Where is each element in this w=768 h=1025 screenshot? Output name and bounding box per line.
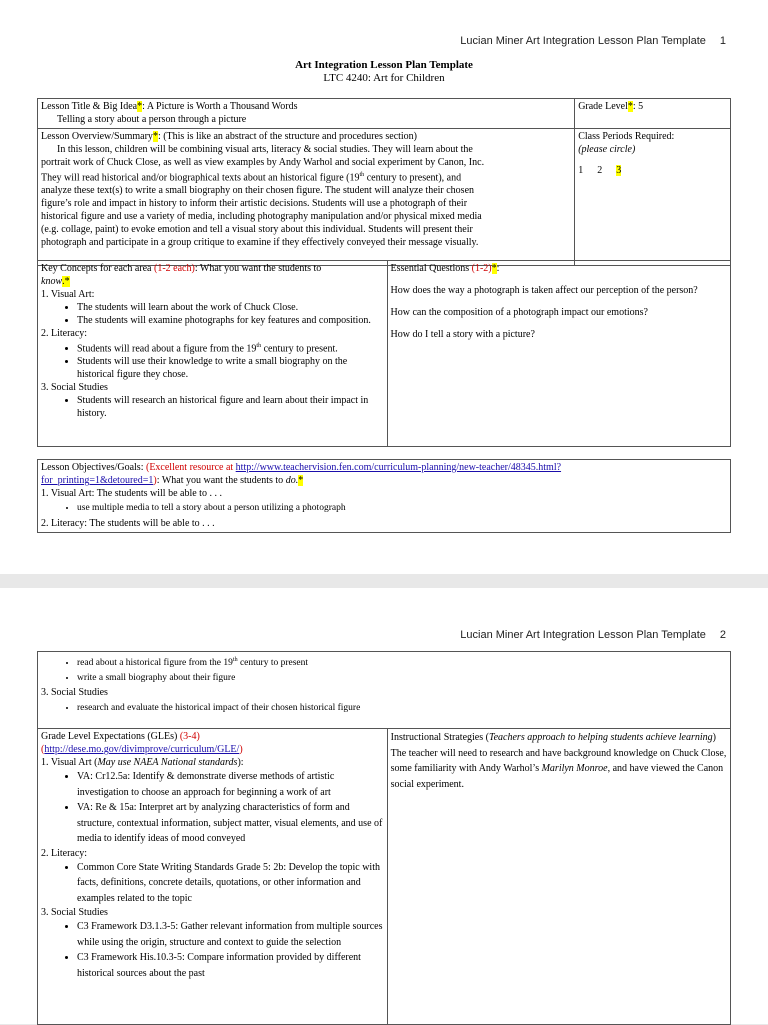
objectives-desc: : What you want the students to [156,475,286,486]
running-header [460,35,726,47]
gle-literacy-heading: 2. Literacy: [41,847,88,859]
lesson-plan-table-top [37,98,731,266]
gle-social-heading: 3. Social Studies [41,907,108,918]
gle-req: (3-4) [179,731,200,742]
list-item: • research and evaluate the historical impact of their chosen historical figure [77,699,727,718]
gle-visual-art-list [41,769,384,847]
social-studies-heading: 3. Social Studies [41,382,108,394]
gle-cell: Grade Level Expectations (GLEs) (3-4) (http://dese.mo.gov/divimprove/curriculum/GLE/) 1. Visual Art (May use NAEA National standards): • VA: Cr12.5a: Identify & demonstrate diverse methods of artistic investigation to choose an approach for beginning a work of art • VA: Re & 15a: Interpret art by analyzing characteristics of form and structure, contextual information, subject matter, visual elements, and use of media to identify ideas of mood conveyed 2. Literacy: • Common Core State Writing Standards Grade 5: 2b: Develop the topic with facts, definitions, concrete details, quotations, or other information and examples related to the topic 3. Social Studies • C3 Framework D3.1.3-5: Gather relevant information from multiple sources while using the origin, structure and context to guide the selection • C3 Framework His.10.3-5: Compare information provided by different historical sources about the past [38,729,388,1025]
objectives-do: do. [285,475,299,486]
list-item: • C3 Framework His.10.3-5: Compare information provided by different historical sources about the past [77,950,384,981]
objectives-label: Lesson Objectives/Goals: [41,462,146,473]
key-concepts-req: (1-2 each) [154,263,195,274]
objectives-cell: Lesson Objectives/Goals: (Excellent resource at http://www.teachervision.fen.com/curriculum-planning/new-teacher/48345.html? for_printing=1&detoured=1): What you want the students to do.* 1. Visual Art: The students will be able to . . . • use multiple media to tell a story about a person utilizing a photograph 2. Literacy: The students will be able to . . . [38,460,731,533]
key-concepts-know: know [41,276,63,287]
grade-level-label: Grade Level [578,101,628,112]
class-periods-label: Class Periods Required: [578,131,675,142]
class-periods-cell [575,129,731,266]
page-number: 2 [719,629,726,641]
objectives-social-heading: 3. Social Studies [41,687,108,699]
required-star: * [137,101,143,112]
running-title: Lucian Miner Art Integration Lesson Plan Template [460,629,706,641]
gle-link[interactable]: http://dese.mo.gov/divimprove/curriculum/GLE/ [44,744,240,755]
visual-art-list [41,301,384,327]
objectives-literacy-list [41,653,727,686]
overview-text: photograph and participate in a group critique to examine if they effectively conveyed their message visually. [41,237,479,249]
list-item: • Students will use their knowledge to write a small biography on the historical figure they chose. [77,355,384,381]
title-main: Art Integration Lesson Plan Template [295,59,473,71]
lesson-title-value: : A Picture is Worth a Thousand Words [142,101,298,112]
gle-label: Grade Level Expectations (GLEs) [41,731,180,742]
overview-note: : (This is like an abstract of the structure and procedures section) [157,131,418,142]
essential-questions-label: Essential Questions [390,263,472,274]
list-item: • Students will research an historical figure and learn about their impact in history. [77,394,384,420]
grade-level-value: : 5 [632,101,644,112]
instructional-cell: Instructional Strategies (Teachers approach to helping students achieve learning) The teacher will need to research and have background knowledge on Chuck Close, some familiarity with Andy Warhol’s Marilyn Monroe, and have viewed the Canon social experiment. [387,729,730,1025]
essential-questions-req: (1-2) [471,263,492,274]
class-periods-options [578,164,727,177]
document-title [0,59,768,85]
instructional-text: The teacher will need to research and have background knowledge on Chuck Close, some familiarity with Andy Warhol’s Marilyn Monroe, and have viewed the Canon social experiment. [390,747,727,790]
essential-questions-cell: Essential Questions (1-2)*: How does the way a photograph is taken affect our perception of the person? How can the composition of a photograph impact our emotions? How do I tell a story with a picture? [387,261,730,447]
gle-visual-art-heading: 1. Visual Art (May use NAEA National standards): [41,757,244,768]
required-star: * [627,101,633,112]
list-item: • Students will read about a figure from the 19th century to present. [77,340,384,355]
page-number: 1 [719,35,726,47]
essential-question: How do I tell a story with a picture? [390,329,535,340]
overview-cell [38,129,575,266]
essential-question: How does the way a photograph is taken affect our perception of the person? [390,285,698,296]
running-header [460,629,726,641]
list-item: • The students will examine photographs for key features and composition. [77,314,384,327]
objectives-literacy-heading: 2. Literacy: The students will be able to . . . [41,518,215,529]
overview-text: In this lesson, children will be combining visual arts, literacy & social studies. They will learn about the [57,144,473,155]
period-option-2[interactable]: 2 [597,165,603,176]
lesson-title-label: Lesson Title & Big Idea [41,101,138,112]
required-star: * [152,131,158,142]
resource-link-cont[interactable]: for_printing=1&detoured=1 [41,475,154,486]
required-star: .* [62,276,70,287]
overview-text: portrait work of Chuck Close, as well as view examples by Andy Warhol and social experiment by Canon, Inc. [41,157,485,168]
objectives-social-list [41,699,727,718]
lesson-title-cell [38,99,575,129]
instructional-label: Instructional Strategies ( [390,732,489,743]
overview-text: (e.g. collage, paint) to evoke emotion and tell a visual story about this individual. Students will present their [41,224,473,236]
list-item: • C3 Framework D3.1.3-5: Gather relevant information from multiple sources while using the origin, structure and context to guide the selection [77,919,384,950]
list-item: • use multiple media to tell a story about a person utilizing a photograph [77,500,727,517]
lesson-plan-table-middle [37,260,731,447]
title-sub: LTC 4240: Art for Children [323,72,445,84]
essential-question: How can the composition of a photograph impact our emotions? [390,307,648,318]
list-item: • VA: Cr12.5a: Identify & demonstrate diverse methods of artistic investigation to choose an approach for beginning a work of art [77,769,384,800]
period-option-1[interactable]: 1 [578,165,584,176]
gle-literacy-list [41,860,384,907]
gle-social-list [41,919,384,981]
running-title: Lucian Miner Art Integration Lesson Plan Template [460,35,706,47]
key-concepts-desc: : What you want the students to [194,263,322,274]
list-item: • write a small biography about their figure [77,671,727,686]
objectives-visual-art-list [41,500,727,517]
resource-prefix: (Excellent resource at [145,462,236,473]
grade-level-cell [575,99,731,129]
class-periods-hint: (please circle) [578,144,636,155]
visual-art-heading: 1. Visual Art: [41,289,95,300]
page-2 [0,588,768,1024]
gle-table [37,728,731,1025]
objectives-cell-continued [38,652,731,729]
list-item: • Common Core State Writing Standards Grade 5: 2b: Develop the topic with facts, definitions, concrete details, quotations, or other information and examples related to the topic [77,860,384,907]
list-item: • VA: Re & 15a: Interpret art by analyzing characteristics of form and structure, contextual information, subject matter, visual elements, and use of media to identify ideas of mood conveyed [77,800,384,847]
literacy-heading: 2. Literacy: [41,328,88,339]
social-studies-list [41,394,384,420]
big-idea: Telling a story about a person through a picture [57,114,247,125]
overview-text: figure’s role and impact in history to inform their artistic decisions. Students will use a photograph of their [41,198,468,210]
instructional-note: Teachers approach to helping students achieve learning [488,732,713,743]
objectives-table-continued [37,651,731,729]
list-item: • read about a historical figure from the 19th century to present [77,653,727,671]
resource-link[interactable]: http://www.teachervision.fen.com/curriculum-planning/new-teacher/48345.html? [235,462,562,473]
key-concepts-label: Key Concepts for each area [41,263,154,274]
list-item: • The students will learn about the work of Chuck Close. [77,301,384,314]
overview-text: historical figure and use a variety of media, including photography manipulation and/or physical mixed media [41,211,482,223]
required-star: * [298,475,304,486]
overview-text: They will read historical and/or biographical texts about an historical figure (19th century to present), and [41,172,462,184]
required-star: * [491,263,497,274]
overview-text: analyze these text(s) to write a small biography on their chosen figure. The student will analyze their chosen [41,185,475,197]
objectives-table [37,459,731,533]
literacy-list [41,340,384,381]
objectives-visual-art-heading: 1. Visual Art: The students will be able to . . . [41,488,222,499]
overview-label: Lesson Overview/Summary [41,131,153,142]
key-concepts-cell [38,261,388,447]
period-option-3-selected[interactable]: 3 [616,165,622,176]
